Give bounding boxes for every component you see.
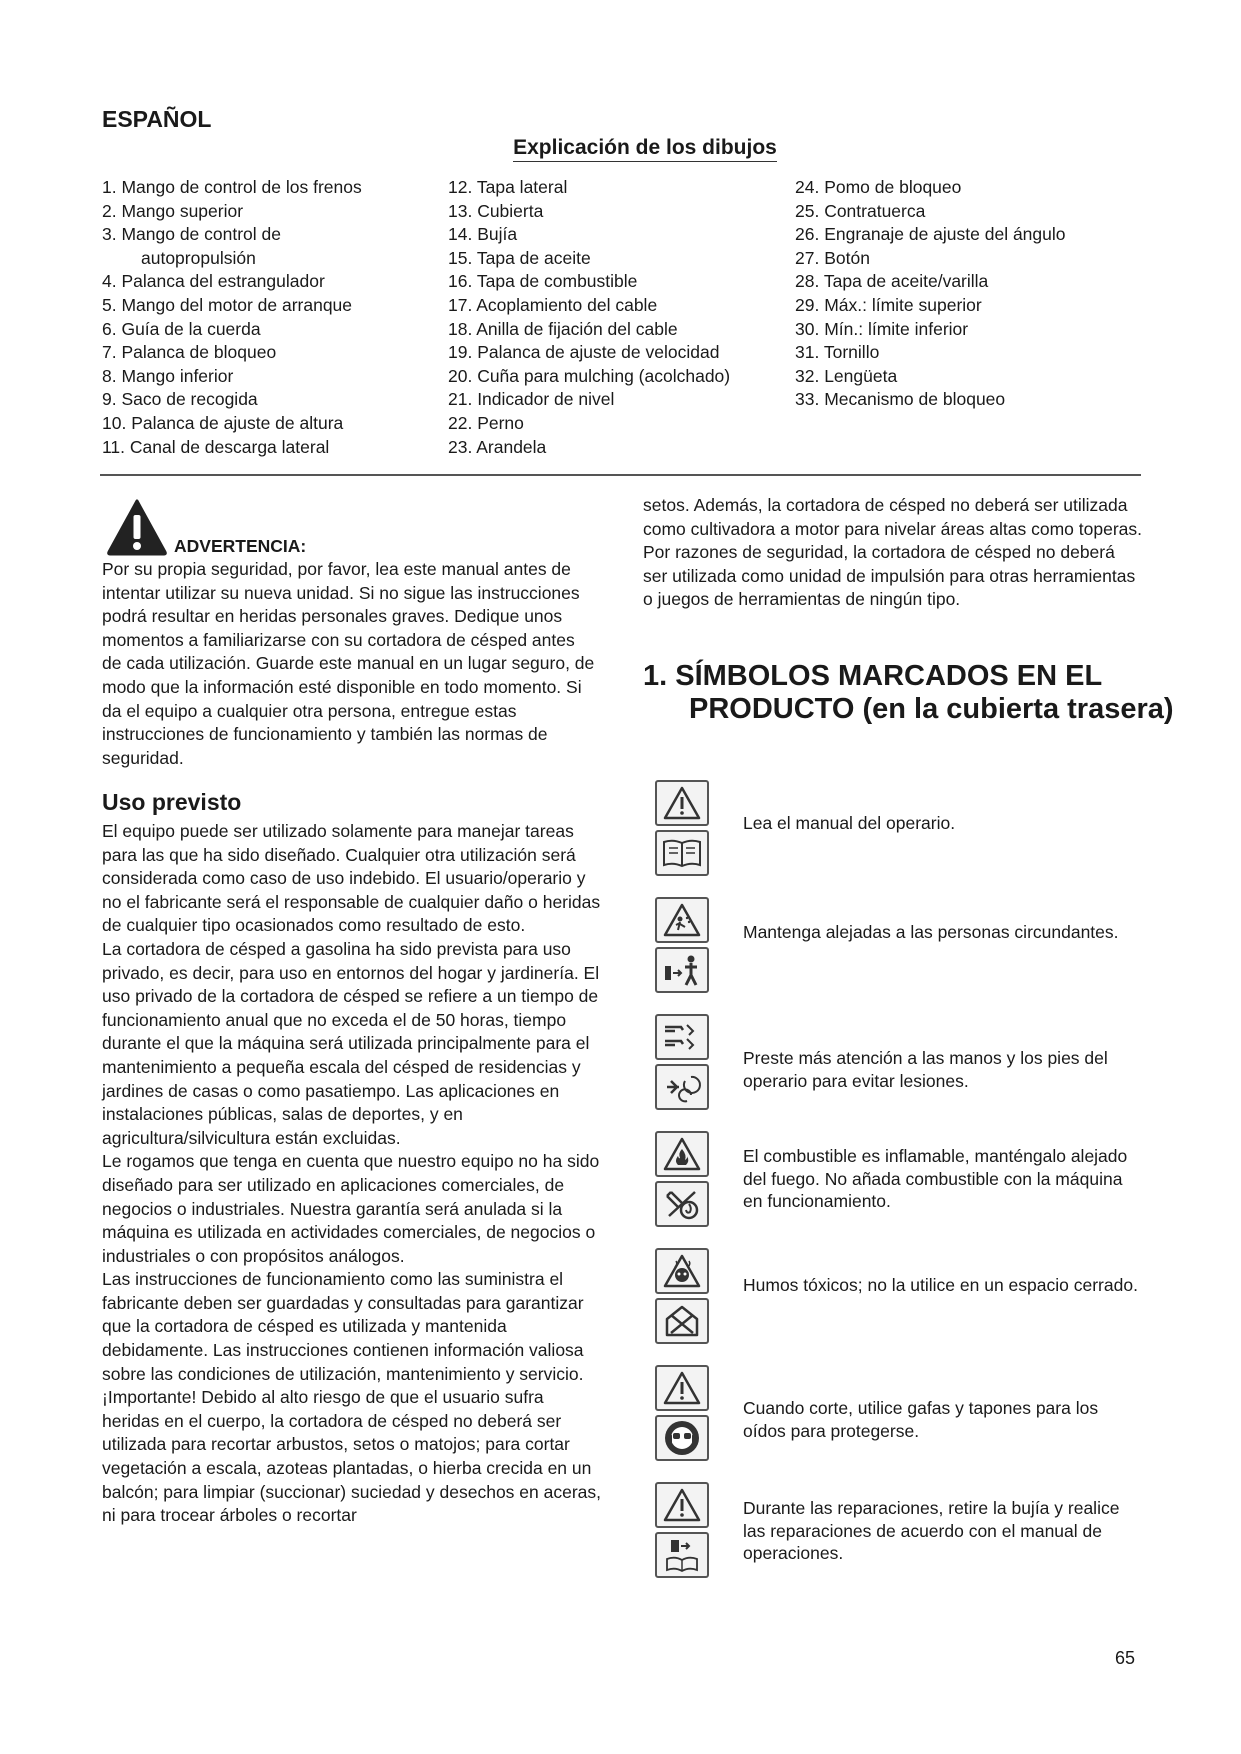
legend-item: 21. Indicador de nivel bbox=[448, 389, 615, 410]
hand-foot-cut-icon bbox=[655, 1014, 709, 1060]
thrown-objects-icon bbox=[655, 897, 709, 943]
paragraph: setos. Además, la cortadora de césped no deberá ser utilizada como cultivadora a motor para nivelar áreas altas como toperas. bbox=[643, 495, 1142, 539]
warning-triangle-icon bbox=[655, 780, 709, 826]
legend-item: 8. Mango inferior bbox=[102, 365, 234, 386]
no-closed-space-icon bbox=[655, 1298, 709, 1344]
warning-title: ADVERTENCIA: bbox=[174, 536, 307, 556]
paragraph: Las instrucciones de funcionamiento como las suministra el fabricante deben ser guardadas y consultadas para garantizar que la cortadora de césped es utilizada y mantenida debidamente. Las instrucciones contienen información valiosa sobre las condiciones de utilización, mantenimiento y servicio. bbox=[102, 1269, 584, 1384]
warning-triangle-icon bbox=[655, 1365, 709, 1411]
symbol-text: Durante las reparaciones, retire la bujía y realice las reparaciones de acuerdo con el manual de operaciones. bbox=[743, 1498, 1120, 1563]
legend-item: 18. Anilla de fijación del cable bbox=[448, 318, 678, 339]
legend-item: 6. Guía de la cuerda bbox=[102, 318, 261, 339]
legend-item: 20. Cuña para mulching (acolchado) bbox=[448, 365, 731, 386]
legend-item: 25. Contratuerca bbox=[795, 200, 926, 221]
legend-item: 13. Cubierta bbox=[448, 200, 544, 221]
legend-item: 30. Mín.: límite inferior bbox=[795, 318, 969, 339]
legend-item: 1. Mango de control de los frenos bbox=[102, 177, 362, 197]
paragraph: El equipo puede ser utilizado solamente para manejar tareas para las que ha sido diseñado. Cualquier otra utilización será considerada como caso de uso indebido. El usuario/operario y no el fabricante será el responsable de cualquier daño o heridas de cualquier tipo ocasionados como resultado de esto. bbox=[102, 821, 601, 936]
legend-column-3 bbox=[795, 176, 1066, 412]
legend-item: 9. Saco de recogida bbox=[102, 389, 258, 410]
paragraph: La cortadora de césped a gasolina ha sido prevista para uso privado, es decir, para uso en entornos del hogar y jardinería. El uso privado de la cortadora de césped se refiere a un tiempo de funcionamiento anual que no exceda el de 50 horas, tiempo durante el que la máquina será utilizada principalmente para el mantenimiento a pequeña escala del césped de residencias y jardines de casas o como pasatiempo. Las aplicaciones en instalaciones públicas, salas de deportes, y en agricultura/silvicultura están excluidas. bbox=[102, 938, 600, 1148]
legend-item: 23. Arandela bbox=[448, 436, 547, 457]
keep-distance-icon bbox=[655, 947, 709, 993]
legend-item: 4. Palanca del estrangulador bbox=[102, 271, 325, 292]
no-refuel-icon bbox=[655, 1181, 709, 1227]
warning-triangle-icon bbox=[106, 498, 168, 556]
legend-item: 3. Mango de control de bbox=[102, 224, 282, 245]
legend-item: 28. Tapa de aceite/varilla bbox=[795, 271, 989, 292]
legend-item: autopropulsión bbox=[141, 247, 256, 268]
legend-item: 14. Bujía bbox=[448, 224, 518, 245]
legend-item: 27. Botón bbox=[795, 247, 870, 268]
section-divider bbox=[100, 474, 1141, 476]
intended-use-section bbox=[102, 788, 602, 1528]
blade-hazard-icon bbox=[655, 1064, 709, 1110]
symbol-text: Mantenga alejadas a las personas circundantes. bbox=[743, 922, 1119, 942]
flammable-icon bbox=[655, 1131, 709, 1177]
symbol-text: El combustible es inflamable, manténgalo alejado del fuego. No añada combustible con la máquina en funcionamiento. bbox=[743, 1146, 1128, 1211]
legend-item: 2. Mango superior bbox=[102, 200, 244, 221]
warning-block bbox=[102, 498, 596, 770]
legend-item: 17. Acoplamiento del cable bbox=[448, 294, 658, 315]
legend-column-1 bbox=[102, 176, 362, 459]
paragraph: Le rogamos que tenga en cuenta que nuestro equipo no ha sido diseñado para ser utilizado en aplicaciones comerciales, de negocios o industriales. Nuestra garantía será anulada si la máquina es utilizada en actividades comerciales, de negocios o industriales o con propósitos análogos. bbox=[102, 1151, 600, 1266]
legend-item: 19. Palanca de ajuste de velocidad bbox=[448, 342, 720, 363]
symbol-text: Humos tóxicos; no la utilice en un espacio cerrado. bbox=[743, 1275, 1138, 1295]
page-number: 65 bbox=[1115, 1648, 1136, 1668]
legend-item: 5. Mango del motor de arranque bbox=[102, 294, 353, 315]
legend-item: 31. Tornillo bbox=[795, 342, 880, 363]
paragraph: Por razones de seguridad, la cortadora de césped no deberá ser utilizada como unidad de impulsión para otras herramientas o juegos de herramientas de ningún tipo. bbox=[643, 542, 1136, 610]
legend-title: Explicación de los dibujos bbox=[0, 136, 1241, 160]
symbol-text: Preste más atención a las manos y los pies del operario para evitar lesiones. bbox=[743, 1048, 1108, 1091]
legend-item: 10. Palanca de ajuste de altura bbox=[102, 412, 344, 433]
language-heading: ESPAÑOL bbox=[102, 106, 212, 132]
legend-item: 15. Tapa de aceite bbox=[448, 247, 591, 268]
legend-item: 29. Máx.: límite superior bbox=[795, 294, 982, 315]
right-column-text bbox=[643, 494, 1143, 612]
intended-use-heading: Uso previsto bbox=[102, 789, 242, 815]
legend-item: 16. Tapa de combustible bbox=[448, 271, 638, 292]
legend-item: 24. Pomo de bloqueo bbox=[795, 177, 962, 197]
legend-item: 7. Palanca de bloqueo bbox=[102, 342, 277, 363]
legend-item: 11. Canal de descarga lateral bbox=[102, 436, 330, 457]
legend-item: 33. Mecanismo de bloqueo bbox=[795, 389, 1006, 410]
legend-item: 32. Lengüeta bbox=[795, 365, 898, 386]
legend-item: 12. Tapa lateral bbox=[448, 177, 568, 197]
goggles-earmuffs-icon bbox=[655, 1415, 709, 1461]
legend-item: 26. Engranaje de ajuste del ángulo bbox=[795, 224, 1066, 245]
symbol-text: Lea el manual del operario. bbox=[743, 813, 956, 833]
warning-text: Por su propia seguridad, por favor, lea este manual antes de intentar utilizar su nueva unidad. Si no sigue las instrucciones podrá resultar en heridas personales graves. Dedique unos momentos a familiarizarse con su cortadora de césped antes de cada utilización. Guarde este manual en un lugar seguro, de modo que la información esté disponible en todo momento. Si da el equipo a cualquier otra persona, entregue estas instrucciones de funcionamiento y también las normas de seguridad. bbox=[102, 559, 595, 768]
manual-book-icon bbox=[655, 830, 709, 876]
paragraph: ¡Importante! Debido al alto riesgo de que el usuario sufra heridas en el cuerpo, la cortadora de césped no deberá ser utilizada para recortar arbustos, setos o matojos; para cortar vegetación a escala, azoteas plantadas, o hierba crecida en un balcón; para limpiar (succionar) suciedad y desechos en aceras, ni para trocear árboles o recortar bbox=[102, 1387, 602, 1526]
legend-column-2 bbox=[448, 176, 730, 459]
warning-triangle-icon bbox=[655, 1482, 709, 1528]
remove-spark-plug-icon bbox=[655, 1532, 709, 1578]
legend-item: 22. Perno bbox=[448, 412, 524, 433]
toxic-fumes-icon bbox=[655, 1248, 709, 1294]
symbol-text: Cuando corte, utilice gafas y tapones para los oídos para protegerse. bbox=[743, 1398, 1099, 1441]
section-title: 1. SÍMBOLOS MARCADOS EN EL PRODUCTO (en la cubierta trasera) bbox=[643, 660, 1174, 725]
